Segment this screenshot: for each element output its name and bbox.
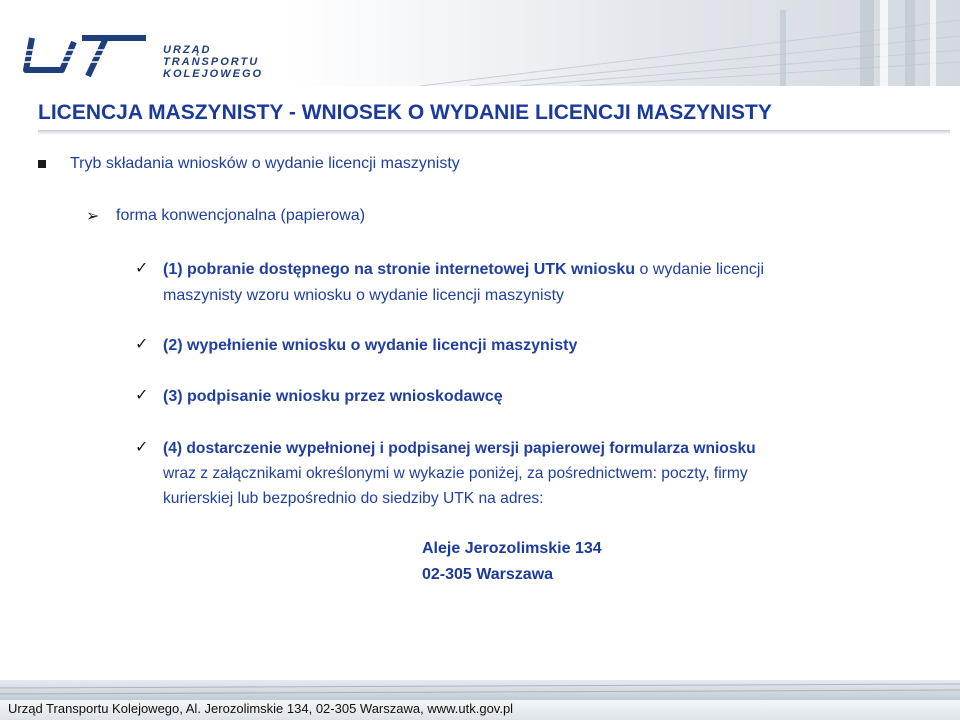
list-item-continuation	[163, 462, 748, 486]
item4-bold: (4) dostarczenie wypełnionej i podpisanej wersji papierowej formularza wniosku	[163, 440, 756, 457]
bullet-level1-text: Tryb składania wniosków o wydanie licencji maszynisty	[70, 155, 460, 172]
square-bullet-icon	[38, 160, 46, 168]
address-city: 02-305 Warszawa	[422, 566, 554, 583]
address-street: Aleje Jerozolimskie 134	[422, 540, 602, 557]
arrow-bullet-icon: ➢	[86, 208, 100, 225]
bullet-level2	[116, 204, 365, 228]
list-item-continuation	[163, 284, 564, 308]
footer-text: Urząd Transportu Kolejowego, Al. Jerozolimskie 134, 02-305 Warszawa, www.utk.gov.pl	[8, 701, 514, 716]
item3-bold: (3) podpisanie wniosku przez wnioskodawcę	[163, 388, 503, 405]
item1-rest: o wydanie licencji	[635, 261, 764, 278]
page-title: LICENCJA MASZYNISTY - WNIOSEK O WYDANIE LICENCJI MASZYNISTY	[38, 101, 772, 124]
list-item	[163, 258, 764, 282]
logo-line-1: URZĄD	[163, 44, 212, 56]
bullet-level2-text: forma konwencjonalna (papierowa)	[116, 207, 366, 224]
list-item-continuation	[163, 487, 544, 511]
bullet-level1	[70, 152, 460, 176]
footer-banner	[0, 680, 960, 720]
checkmark-icon: ✓	[135, 387, 149, 404]
checkmark-icon: ✓	[135, 260, 149, 277]
list-item	[163, 437, 756, 461]
item4-line3: kurierskiej lub bezpośrednio do siedziby UTK na adres:	[163, 490, 544, 507]
checkmark-icon: ✓	[135, 336, 149, 353]
list-item	[163, 385, 503, 409]
checkmark-icon: ✓	[135, 439, 149, 456]
logo-line-2: TRANSPORTU	[163, 56, 260, 68]
list-item	[163, 334, 577, 358]
item1-line2: maszynisty wzoru wniosku o wydanie licencji maszynisty	[163, 287, 565, 304]
item4-line2: wraz z załącznikami określonymi w wykazie poniżej, za pośrednictwem: poczty, firmy	[163, 465, 748, 482]
item2-bold: (2) wypełnienie wniosku o wydanie licencji maszynisty	[163, 337, 578, 354]
logo-line-3: KOLEJOWEGO	[163, 68, 264, 80]
item1-bold: (1) pobranie dostępnego na stronie internetowej UTK wniosku	[163, 261, 636, 278]
